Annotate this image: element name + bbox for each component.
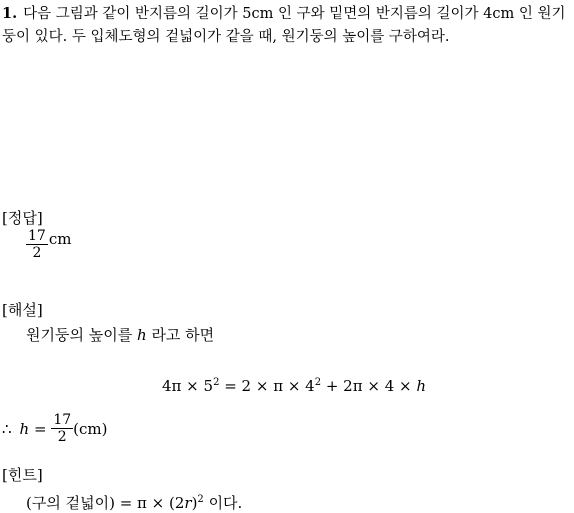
equation-lhs: 4π × 5	[162, 377, 214, 395]
hint-prefix: (구의 겉넓이) = π × (2	[26, 494, 185, 512]
hint-suffix: 이다.	[203, 494, 243, 512]
result-fraction	[51, 412, 73, 445]
answer-fraction	[26, 228, 48, 261]
equation-mid: = 2 × π × 4	[219, 377, 315, 395]
answer-numerator: 17	[28, 228, 46, 244]
equation-variable: h	[416, 377, 427, 395]
hint-exponent: 2	[197, 494, 204, 505]
result-numerator: 17	[53, 412, 72, 428]
result-equals: =	[29, 419, 52, 438]
answer-unit: cm	[48, 229, 72, 248]
answer-label: [정답]	[2, 209, 43, 227]
hint-label: [힌트]	[2, 466, 43, 484]
problem-statement	[2, 2, 570, 49]
equation-exponent-2: 2	[314, 377, 322, 388]
hint-close-paren: )	[191, 494, 198, 512]
explanation-equation	[162, 373, 426, 396]
result-denominator: 2	[57, 429, 67, 445]
equation-rhs: + 2π × 4 ×	[321, 377, 417, 395]
result-unit: (cm)	[73, 419, 108, 438]
therefore-symbol: ∴	[2, 419, 12, 438]
intro-variable: h	[136, 326, 147, 344]
intro-prefix: 원기둥의 높이를	[26, 326, 133, 344]
hint-variable: r	[184, 494, 192, 512]
explanation-intro	[26, 325, 214, 345]
result-variable: h	[19, 419, 30, 438]
intro-suffix: 라고 하면	[151, 326, 215, 344]
answer-value	[26, 228, 71, 261]
explanation-label: [해설]	[2, 301, 43, 319]
hint-text	[26, 490, 242, 513]
answer-denominator: 2	[32, 245, 42, 261]
problem-number: 1.	[2, 5, 18, 22]
problem-text: 다음 그림과 같이 반지름의 길이가 5cm 인 구와 밑면의 반지름의 길이가 4cm 인 원기둥이 있다. 두 입체도형의 겉넓이가 같을 때, 원기둥의 높이를 구하여라.	[2, 6, 566, 45]
equation-exponent-1: 2	[213, 377, 220, 388]
explanation-result	[2, 412, 108, 445]
